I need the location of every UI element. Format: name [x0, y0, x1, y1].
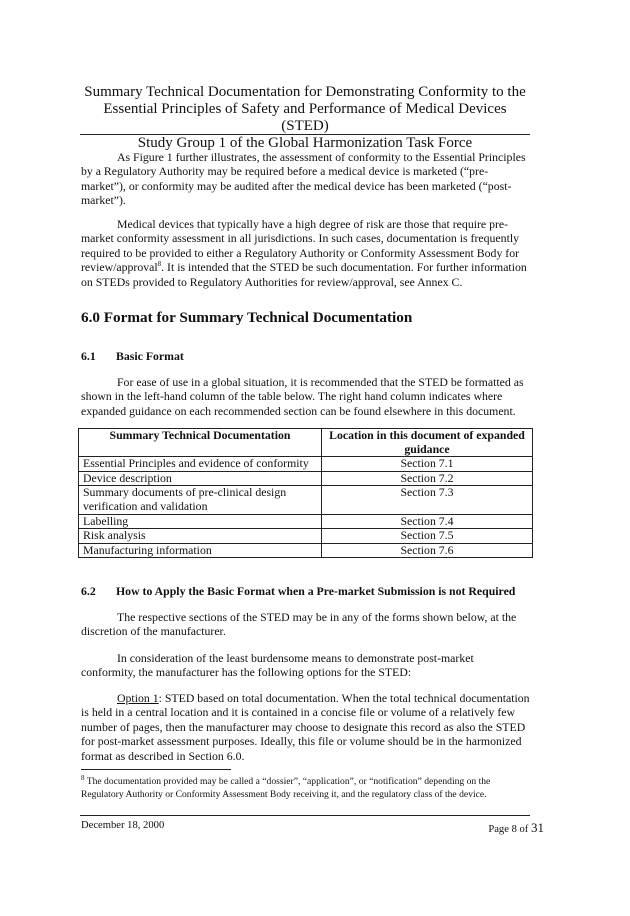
table-cell-location: Section 7.5 — [322, 529, 533, 544]
table-row — [79, 529, 533, 544]
intro-paragraph-2: Medical devices that typically have a high degree of risk are those that require pre-market conformity assessment in all jurisdictions. In such cases, documentation is frequently required to be provided to either a Regulatory Authority or Conformity Assessment Body for review/approval$^8$. It is intended that the STED be such documentation. For further information on STEDs provided to Regulatory Authorities for review/approval, see Annex C. — [81, 217, 527, 289]
header-line-2: Essential Principles of Safety and Performance of Medical Devices (STED) — [103, 101, 507, 134]
header-divider — [80, 134, 530, 135]
running-header — [80, 84, 530, 152]
table-row — [79, 543, 533, 558]
section-6-heading: 6.0 Format for Summary Technical Documentation — [81, 309, 413, 326]
section-6-1-heading: 6.1 Basic Format — [81, 349, 184, 363]
table-cell-doc: Labelling — [79, 514, 322, 529]
header-line-1: Summary Technical Documentation for Demonstrating Conformity to the — [84, 84, 526, 100]
sted-format-table — [78, 428, 533, 558]
option-1-label: Option 1 — [117, 691, 159, 705]
table-cell-location: Section 7.6 — [322, 543, 533, 558]
table-cell-location: Section 7.3 — [322, 486, 533, 514]
footer-divider — [80, 815, 530, 816]
footer-date: December 18, 2000 — [81, 820, 165, 831]
table-row — [79, 486, 533, 514]
footnote-8: $^8$ The documentation provided may be called a “dossier”, “application”, or “notification” depending on the Regulatory Authority or Conformity Assessment Body receiving it, and the regulatory class of the device. — [81, 773, 491, 800]
table-cell-location: Section 7.2 — [322, 471, 533, 486]
table-cell-doc: Summary documents of pre-clinical design verification and validation — [79, 486, 322, 514]
footnote-reference[interactable]: 8 — [157, 260, 162, 269]
table-cell-doc: Essential Principles and evidence of conformity — [79, 457, 322, 472]
options-intro-paragraph: In consideration of the least burdensome means to demonstrate post-market conformity, the manufacturer has the following options for the STED: — [81, 651, 474, 680]
header-line-3: Study Group 1 of the Global Harmonization Task Force — [137, 135, 473, 151]
forms-paragraph: The respective sections of the STED may be in any of the forms shown below, at the discretion of the manufacturer. — [81, 610, 517, 639]
table-row — [79, 471, 533, 486]
table-row — [79, 457, 533, 472]
footnote-divider — [81, 769, 231, 770]
basic-format-paragraph: For ease of use in a global situation, it is recommended that the STED be formatted as shown in the left-hand column of the table below. The right hand column indicates where expanded guidance on each recommended section can be found elsewhere in this document. — [81, 375, 524, 418]
column-header-location: Location in this document of expanded guidance — [322, 429, 533, 457]
footnote-number: 8 — [81, 773, 85, 782]
table-cell-doc: Risk analysis — [79, 529, 322, 544]
option-1-paragraph: Option 1: STED based on total documentation. When the total technical documentation is held in a central location and it is contained in a concise file or volume of a relatively few number of pages, then the manufacturer may choose to designate this record as also the STED for post-market assessment purposes. Ideally, this file or volume should be in the harmonized format as described in Section 6.0. — [81, 691, 530, 763]
section-6-2-heading: 6.2 How to Apply the Basic Format when a Pre-market Submission is not Required — [81, 584, 516, 598]
table-cell-doc: Manufacturing information — [79, 543, 322, 558]
table-cell-doc: Device description — [79, 471, 322, 486]
intro-paragraph-1: As Figure 1 further illustrates, the assessment of conformity to the Essential Principles by a Regulatory Authority may be required before a medical device is marketed (“pre-market”), or conformity may be audited after the medical device has been marketed (“post-market”). — [81, 150, 526, 208]
table-cell-location: Section 7.1 — [322, 457, 533, 472]
table-header-row — [79, 429, 533, 457]
table-cell-location: Section 7.4 — [322, 514, 533, 529]
table-row — [79, 514, 533, 529]
footer-page-number: Page 8 of 31 — [488, 820, 544, 835]
column-header-documentation: Summary Technical Documentation — [79, 429, 322, 457]
